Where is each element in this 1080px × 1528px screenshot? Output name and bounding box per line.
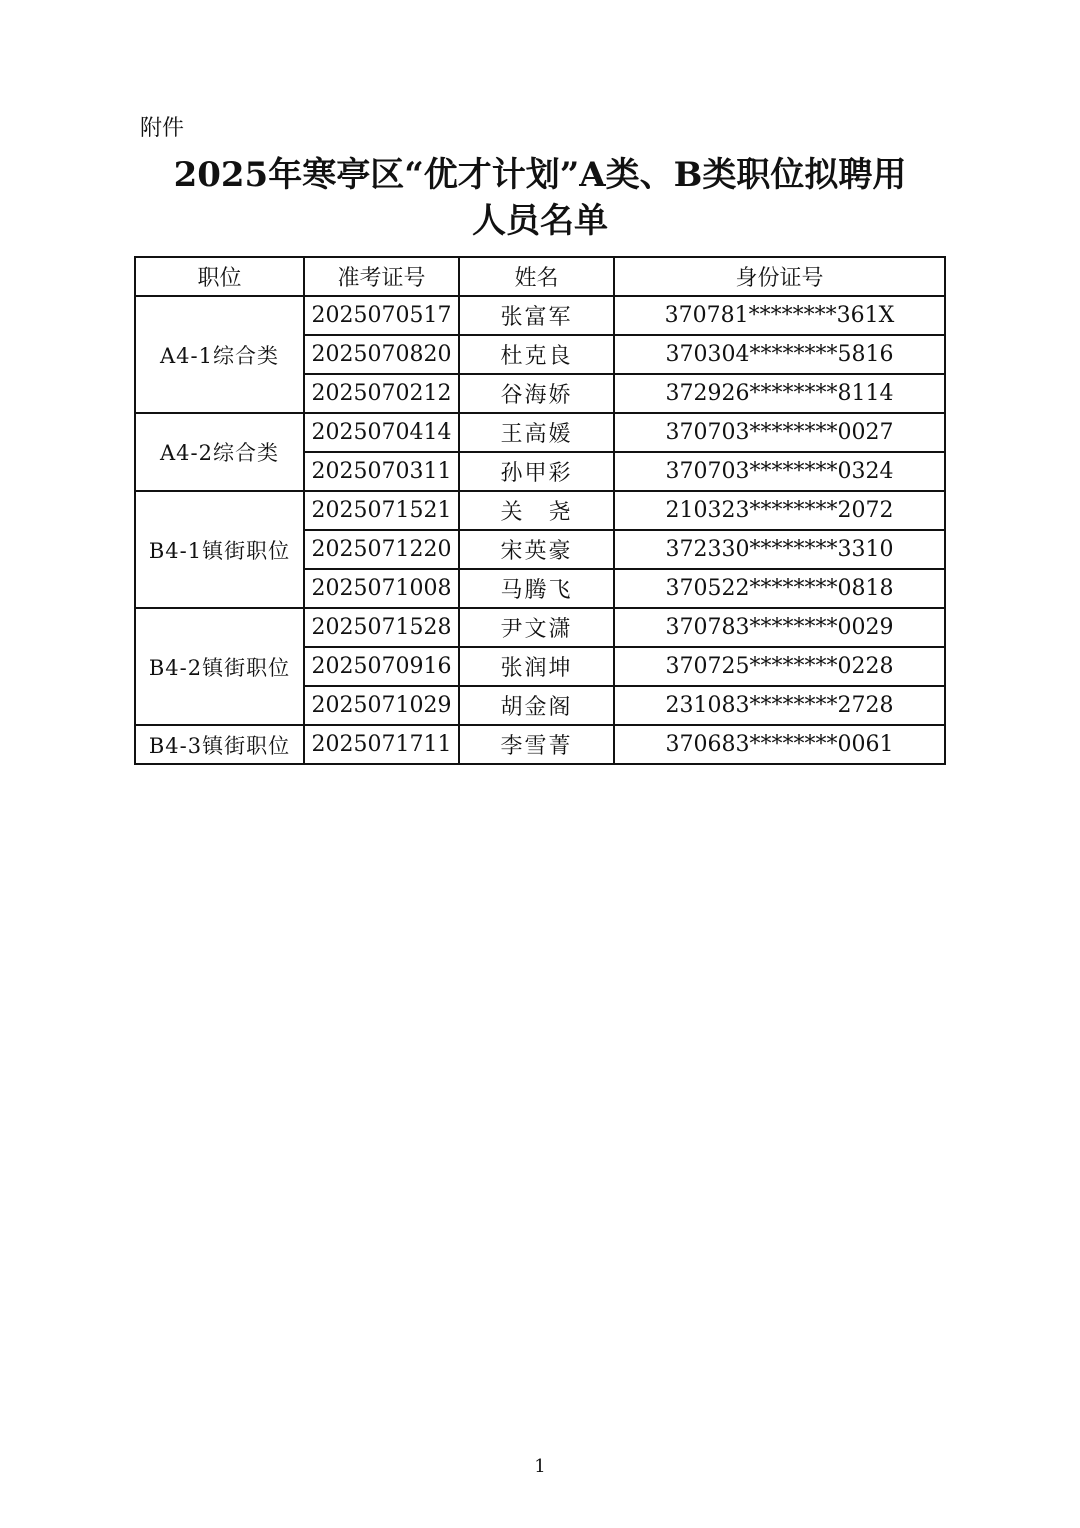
- name-cell: 马腾飞: [459, 569, 614, 608]
- exam-number-cell: 2025071711: [304, 725, 459, 764]
- id-number-cell: 370725********0228: [614, 647, 945, 686]
- exam-number-cell: 2025070916: [304, 647, 459, 686]
- table-row: [135, 725, 945, 764]
- id-number-cell: 370783********0029: [614, 608, 945, 647]
- name-cell: 李雪菁: [459, 725, 614, 764]
- exam-number-cell: 2025070212: [304, 374, 459, 413]
- exam-number-cell: 2025071521: [304, 491, 459, 530]
- exam-number-cell: 2025071528: [304, 608, 459, 647]
- header-id-number: 身份证号: [614, 257, 945, 296]
- id-number-cell: 370781********361X: [614, 296, 945, 335]
- name-cell: 张润坤: [459, 647, 614, 686]
- exam-number-cell: 2025070414: [304, 413, 459, 452]
- name-cell: 谷海娇: [459, 374, 614, 413]
- position-cell: B4-3镇街职位: [135, 725, 304, 764]
- exam-number-cell: 2025071029: [304, 686, 459, 725]
- exam-number-cell: 2025070820: [304, 335, 459, 374]
- id-number-cell: 370683********0061: [614, 725, 945, 764]
- header-position: 职位: [135, 257, 304, 296]
- exam-number-cell: 2025070311: [304, 452, 459, 491]
- id-number-cell: 231083********2728: [614, 686, 945, 725]
- exam-number-cell: 2025071008: [304, 569, 459, 608]
- page-number: 1: [534, 1456, 546, 1477]
- document-title: [100, 152, 980, 244]
- position-cell: A4-1综合类: [135, 296, 304, 413]
- candidate-table: [134, 256, 946, 765]
- id-number-cell: 370522********0818: [614, 569, 945, 608]
- id-number-cell: 370304********5816: [614, 335, 945, 374]
- name-cell: 王高媛: [459, 413, 614, 452]
- title-line-2: 人员名单: [472, 201, 608, 241]
- name-cell: 孙甲彩: [459, 452, 614, 491]
- id-number-cell: 370703********0027: [614, 413, 945, 452]
- name-cell: 宋英豪: [459, 530, 614, 569]
- id-number-cell: 370703********0324: [614, 452, 945, 491]
- table-row: [135, 296, 945, 335]
- name-cell: 尹文潇: [459, 608, 614, 647]
- exam-number-cell: 2025070517: [304, 296, 459, 335]
- name-cell: 杜克良: [459, 335, 614, 374]
- header-name: 姓名: [459, 257, 614, 296]
- name-cell: 胡金阁: [459, 686, 614, 725]
- table-row: [135, 491, 945, 530]
- name-cell: 张富军: [459, 296, 614, 335]
- position-cell: B4-1镇街职位: [135, 491, 304, 608]
- title-line-1: 2025年寒亭区“优才计划”A类、B类职位拟聘用: [173, 155, 907, 195]
- exam-number-cell: 2025071220: [304, 530, 459, 569]
- id-number-cell: 210323********2072: [614, 491, 945, 530]
- name-cell: 关 尧: [459, 491, 614, 530]
- position-cell: A4-2综合类: [135, 413, 304, 491]
- attachment-label: 附件: [140, 116, 185, 141]
- table-header-row: [135, 257, 945, 296]
- header-exam-number: 准考证号: [304, 257, 459, 296]
- id-number-cell: 372330********3310: [614, 530, 945, 569]
- id-number-cell: 372926********8114: [614, 374, 945, 413]
- table-row: [135, 413, 945, 452]
- position-cell: B4-2镇街职位: [135, 608, 304, 725]
- table-row: [135, 608, 945, 647]
